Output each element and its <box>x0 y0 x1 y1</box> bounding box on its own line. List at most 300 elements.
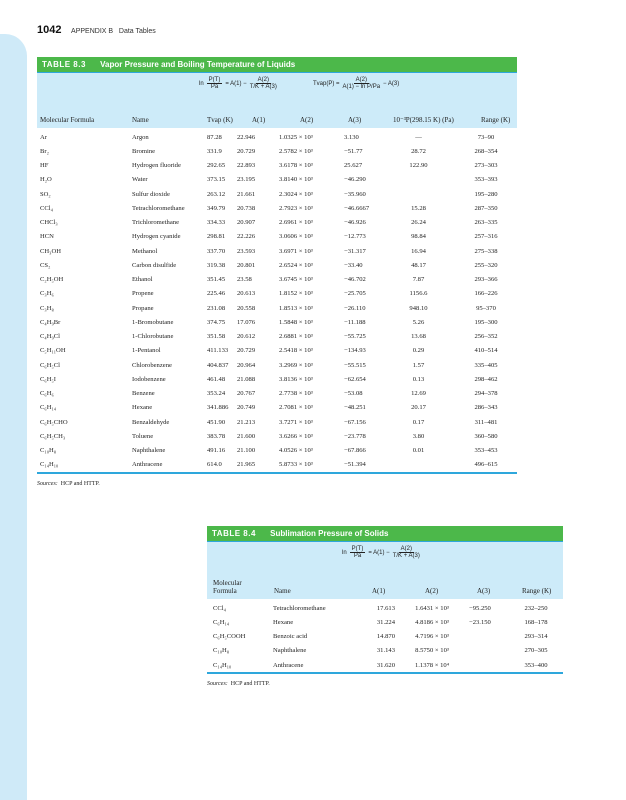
value-cell: −51.77 <box>344 147 363 155</box>
value-cell: 268–354 <box>474 147 498 155</box>
col-header: A(3) <box>477 587 491 595</box>
formula-cell: CCl₄ <box>40 204 53 212</box>
table-title: Vapor Pressure and Boiling Temperature of Liquids <box>100 60 296 69</box>
value-cell: −55.515 <box>344 361 366 369</box>
name-cell: Bromine <box>132 147 156 155</box>
sources-note <box>207 681 563 687</box>
value-cell: 87.28 <box>207 133 222 141</box>
value-cell: −12.773 <box>344 233 366 241</box>
eq-middle: = A(1) − <box>368 549 390 556</box>
name-cell: Propane <box>132 304 154 312</box>
col-header: Molecular Formula <box>40 116 95 124</box>
value-cell: 353.24 <box>207 390 226 398</box>
value-cell: 256–352 <box>474 333 498 341</box>
name-cell: Benzene <box>132 390 155 398</box>
value-cell: 451.90 <box>207 418 226 426</box>
value-cell: 3.80 <box>412 432 425 440</box>
value-cell: 257–316 <box>474 233 498 241</box>
value-cell: 12.69 <box>411 390 426 398</box>
col-header: Tvap (K) <box>207 116 233 124</box>
eq-denominator: Pa <box>210 84 219 90</box>
value-cell: 31.620 <box>376 661 395 669</box>
appendix-label: APPENDIX B <box>71 28 114 35</box>
sources-label: Sources: <box>207 680 228 687</box>
value-cell: 1.5848 × 10³ <box>279 318 313 326</box>
value-cell: 3.2969 × 10³ <box>279 361 313 369</box>
table-8-4 <box>207 526 563 687</box>
value-cell: 20.729 <box>237 347 256 355</box>
value-cell: 20.17 <box>411 404 426 412</box>
value-cell: 353–453 <box>474 447 498 455</box>
eq-denominator: T/K + A(3) <box>249 84 277 90</box>
value-cell: 334.33 <box>207 219 226 227</box>
sublimation-equation <box>342 546 420 559</box>
value-cell: 31.143 <box>376 647 395 655</box>
table-row <box>207 615 563 629</box>
value-cell: 255–320 <box>474 261 498 269</box>
value-cell: 195–280 <box>474 190 498 198</box>
formula-cell: C₃H₆ <box>40 290 54 298</box>
value-cell <box>382 187 455 201</box>
formula-cell: C₆H₁₄ <box>213 618 230 626</box>
value-cell: 21.088 <box>237 375 256 383</box>
name-cell: Hexane <box>132 404 153 412</box>
value-cell: 20.749 <box>237 404 256 412</box>
eq-numerator: A(2) <box>257 77 269 83</box>
table-row <box>207 601 563 615</box>
name-cell: Sulfur dioxide <box>132 190 170 198</box>
name-cell: 1-Bromobutane <box>132 318 174 326</box>
value-cell: 373.15 <box>207 176 226 184</box>
table-header <box>207 542 563 599</box>
name-cell: Hydrogen cyanide <box>132 233 181 241</box>
value-cell: −67.866 <box>344 447 366 455</box>
value-cell: −62.654 <box>344 375 366 383</box>
value-cell: 20.612 <box>237 333 256 341</box>
table-row <box>37 244 517 258</box>
value-cell: 14.870 <box>376 633 395 641</box>
formula-cell: C₄H₉Cl <box>40 333 60 341</box>
table-header <box>37 73 517 128</box>
name-cell: Benzaldehyde <box>132 418 170 426</box>
name-cell: Naphthalene <box>132 447 166 455</box>
value-cell: 1.8513 × 10³ <box>279 304 313 312</box>
formula-cell: C₂H₅OH <box>40 276 64 284</box>
value-cell: 98.84 <box>411 233 426 241</box>
table-row <box>37 273 517 287</box>
value-cell: 166–226 <box>474 290 498 298</box>
vapor-pressure-equation <box>199 77 277 90</box>
table-row <box>37 315 517 329</box>
value-cell: −23.778 <box>344 432 366 440</box>
value-cell: 3.0606 × 10³ <box>279 233 313 241</box>
col-header: A(2) <box>300 116 314 124</box>
table-number: TABLE 8.4 <box>212 529 256 538</box>
table-row <box>37 458 517 472</box>
value-cell: 293–314 <box>524 633 548 641</box>
sources-text: HCP and HTTP. <box>230 680 270 687</box>
value-cell: 23.58 <box>237 276 252 284</box>
value-cell: 16.94 <box>411 247 426 255</box>
value-cell: −11.188 <box>344 318 366 326</box>
sources-label: Sources: <box>37 480 58 487</box>
name-cell: Trichloromethane <box>132 219 180 227</box>
value-cell: 21.965 <box>237 461 256 469</box>
value-cell: −51.394 <box>344 461 366 469</box>
value-cell: 20.729 <box>237 147 256 155</box>
table-row <box>37 230 517 244</box>
value-cell: −35.960 <box>344 190 366 198</box>
value-cell: 404.837 <box>207 361 229 369</box>
value-cell: 341.886 <box>207 404 229 412</box>
running-head <box>37 24 156 36</box>
value-cell: 4.8186 × 10³ <box>415 618 449 626</box>
value-cell: 948.10 <box>409 304 428 312</box>
eq-numerator: A(2) <box>355 77 367 83</box>
value-cell: 1156.6 <box>409 290 428 298</box>
value-cell: 21.661 <box>237 190 256 198</box>
value-cell: −95.250 <box>469 604 491 612</box>
value-cell <box>469 630 509 644</box>
value-cell: −46.702 <box>344 276 366 284</box>
value-cell: 20.558 <box>237 304 256 312</box>
value-cell: −26.110 <box>344 304 366 312</box>
eq-numerator: A(2) <box>400 546 412 552</box>
value-cell: −53.08 <box>344 390 363 398</box>
table-row <box>37 372 517 386</box>
value-cell: 2.3024 × 10³ <box>279 190 313 198</box>
value-cell: 360–580 <box>474 432 498 440</box>
table-title-bar <box>207 526 563 542</box>
formula-cell: Br₂ <box>40 147 49 155</box>
value-cell: −46.926 <box>344 219 366 227</box>
value-cell: 337.70 <box>207 247 226 255</box>
eq-lhs: Tvap(P) = <box>313 80 340 87</box>
formula-cell: C₆H₅I <box>40 375 56 383</box>
formula-cell: CH₃OH <box>40 247 61 255</box>
formula-cell: SO₂ <box>40 190 51 198</box>
col-header: A(1) <box>372 587 386 595</box>
value-cell: 410–514 <box>474 347 498 355</box>
value-cell: 1.8152 × 10³ <box>279 290 313 298</box>
col-header: A(2) <box>425 587 439 595</box>
formula-cell: C₅H₁₁OH <box>40 347 66 355</box>
table-body <box>207 601 563 672</box>
value-cell: 20.964 <box>237 361 256 369</box>
table-row <box>37 344 517 358</box>
eq-denominator: Pa <box>353 553 362 559</box>
value-cell: 73–90 <box>477 133 495 141</box>
value-cell: 22.893 <box>237 162 256 170</box>
sources-text: HCP and HTTP. <box>60 480 100 487</box>
value-cell: 3.6971 × 10³ <box>279 247 313 255</box>
value-cell: 311–481 <box>474 418 498 426</box>
table-row <box>207 630 563 644</box>
value-cell: 0.17 <box>412 418 425 426</box>
name-cell: Toluene <box>132 432 154 440</box>
value-cell: 4.0526 × 10³ <box>279 447 313 455</box>
value-cell: 286–343 <box>474 404 498 412</box>
formula-cell: C₁₀H₈ <box>40 447 57 455</box>
col-header: A(3) <box>348 116 362 124</box>
value-cell: 31.224 <box>376 618 395 626</box>
col-header: A(1) <box>252 116 266 124</box>
table-row <box>37 330 517 344</box>
value-cell: 411.133 <box>207 347 229 355</box>
col-header: Molecular Formula <box>213 579 242 595</box>
value-cell: 263–335 <box>474 219 498 227</box>
table-title-bar <box>37 57 517 73</box>
value-cell: 21.213 <box>237 418 256 426</box>
table-row <box>37 187 517 201</box>
value-cell: 22.946 <box>237 133 256 141</box>
eq-denominator: A(1) − ln P/Pa <box>342 84 381 90</box>
eq-denominator: T/K + A(3) <box>392 553 420 559</box>
value-cell: 2.6881 × 10³ <box>279 333 313 341</box>
value-cell <box>382 458 455 472</box>
table-body <box>37 130 517 472</box>
formula-cell: C₁₄H₁₀ <box>40 461 59 469</box>
name-cell: Anthracene <box>273 661 304 669</box>
formula-cell: C₁₄H₁₀ <box>213 661 232 669</box>
value-cell: −33.40 <box>344 261 363 269</box>
value-cell: — <box>415 133 422 141</box>
value-cell: −46.6667 <box>344 204 370 212</box>
value-cell: 23.593 <box>237 247 256 255</box>
eq-tail: − A(3) <box>383 80 400 87</box>
value-cell: 319.38 <box>207 261 226 269</box>
value-cell: 461.48 <box>207 375 226 383</box>
value-cell: 5.26 <box>412 318 425 326</box>
side-color-band <box>0 34 27 800</box>
table-row <box>37 429 517 443</box>
value-cell: 231.08 <box>207 304 226 312</box>
table-row <box>37 173 517 187</box>
value-cell: 20.767 <box>237 390 256 398</box>
formula-cell: C₆H₅Cl <box>40 361 60 369</box>
table-number: TABLE 8.3 <box>42 60 86 69</box>
value-cell: 195–300 <box>474 318 498 326</box>
name-cell: Ethanol <box>132 276 153 284</box>
value-cell: 287–350 <box>474 204 498 212</box>
name-cell: Hydrogen fluoride <box>132 162 181 170</box>
value-cell: 351.58 <box>207 333 226 341</box>
col-header: Range (K) <box>481 116 511 124</box>
value-cell: 17.076 <box>237 318 256 326</box>
value-cell: 3.8136 × 10³ <box>279 375 313 383</box>
name-cell: 1-Chlorobutane <box>132 333 174 341</box>
name-cell: Methanol <box>132 247 158 255</box>
name-cell: Argon <box>132 133 149 141</box>
value-cell: 273–303 <box>474 162 498 170</box>
name-cell: Tetrachloromethane <box>273 604 326 612</box>
value-cell: 491.16 <box>207 447 226 455</box>
formula-cell: C₆H₅CH₃ <box>40 432 66 440</box>
value-cell: 48.17 <box>411 261 426 269</box>
name-cell: Water <box>132 176 148 184</box>
value-cell: 294–378 <box>474 390 498 398</box>
formula-cell: CS₂ <box>40 261 51 269</box>
value-cell: 2.6524 × 10³ <box>279 261 313 269</box>
value-cell: −55.725 <box>344 333 366 341</box>
value-cell: −31.317 <box>344 247 366 255</box>
value-cell: 2.7923 × 10³ <box>279 204 313 212</box>
col-header: Range (K) <box>522 587 552 595</box>
value-cell: 3.8140 × 10³ <box>279 176 313 184</box>
value-cell: 25.627 <box>344 162 363 170</box>
value-cell: 298–462 <box>474 375 498 383</box>
value-cell: −46.290 <box>344 176 366 184</box>
formula-cell: C₆H₅COOH <box>213 633 246 641</box>
table-row <box>37 287 517 301</box>
value-cell: 122.90 <box>409 162 428 170</box>
bottom-rule <box>37 472 517 474</box>
value-cell: 349.79 <box>207 204 226 212</box>
value-cell: 20.907 <box>237 219 256 227</box>
table-row <box>207 644 563 658</box>
table-row <box>37 301 517 315</box>
value-cell: 23.195 <box>237 176 256 184</box>
table-8-3 <box>37 57 517 487</box>
value-cell <box>469 644 509 658</box>
value-cell: 293–366 <box>474 276 498 284</box>
value-cell: 374.75 <box>207 318 226 326</box>
value-cell: 8.5750 × 10³ <box>415 647 449 655</box>
value-cell: 0.29 <box>412 347 425 355</box>
table-row <box>37 387 517 401</box>
name-cell: Tetrachloromethane <box>132 204 185 212</box>
table-row <box>37 144 517 158</box>
table-row <box>37 201 517 215</box>
value-cell: 95–370 <box>476 304 496 312</box>
value-cell: 20.738 <box>237 204 256 212</box>
table-title: Sublimation Pressure of Solids <box>270 529 389 538</box>
table-row <box>37 358 517 372</box>
formula-cell: Ar <box>40 133 47 141</box>
value-cell: 26.24 <box>411 219 426 227</box>
table-row <box>37 415 517 429</box>
value-cell: 17.613 <box>376 604 395 612</box>
bottom-rule <box>207 672 563 674</box>
value-cell: 20.801 <box>237 261 256 269</box>
value-cell: 351.45 <box>207 276 226 284</box>
value-cell: 3.130 <box>344 133 359 141</box>
value-cell: 168–178 <box>524 618 548 626</box>
value-cell: 232–250 <box>524 604 548 612</box>
col-header: Name <box>274 587 291 595</box>
value-cell: 225.46 <box>207 290 226 298</box>
value-cell: 3.6178 × 10³ <box>279 162 313 170</box>
value-cell: 1.6431 × 10³ <box>415 604 449 612</box>
table-row <box>37 401 517 415</box>
name-cell: Chlorobenzene <box>132 361 172 369</box>
formula-cell: C₁₀H₈ <box>213 647 230 655</box>
table-row <box>37 159 517 173</box>
eq-numerator: P(T) <box>208 77 221 83</box>
sources-note <box>37 481 517 487</box>
formula-cell: CHCl₃ <box>40 219 58 227</box>
value-cell <box>382 173 455 187</box>
table-row <box>37 258 517 272</box>
value-cell: 22.226 <box>237 233 256 241</box>
value-cell: 5.8733 × 10³ <box>279 461 313 469</box>
value-cell: 2.5418 × 10³ <box>279 347 313 355</box>
value-cell: 0.01 <box>412 447 425 455</box>
value-cell: −48.251 <box>344 404 366 412</box>
value-cell: −23.150 <box>469 618 491 626</box>
formula-cell: HCN <box>40 233 54 241</box>
value-cell: 335–405 <box>474 361 498 369</box>
formula-cell: C₄H₉Br <box>40 318 61 326</box>
name-cell: Naphthalene <box>273 647 307 655</box>
value-cell: −25.705 <box>344 290 366 298</box>
page-number: 1042 <box>37 24 62 36</box>
value-cell: 353–400 <box>524 661 548 669</box>
formula-cell: C₆H₁₄ <box>40 404 57 412</box>
name-cell: Hexane <box>273 618 294 626</box>
formula-cell: H₂O <box>40 176 52 184</box>
name-cell: Propene <box>132 290 154 298</box>
value-cell: 496–615 <box>474 461 498 469</box>
table-row <box>207 658 563 672</box>
formula-cell: HF <box>40 162 49 170</box>
section-title: Data Tables <box>118 28 156 35</box>
eq-middle: = A(1) − <box>225 80 247 87</box>
value-cell: 614.0 <box>207 461 222 469</box>
col-header: 10⁻³P(298.15 K) (Pa) <box>393 116 454 124</box>
name-cell: Iodobenzene <box>132 375 166 383</box>
value-cell: 3.6745 × 10³ <box>279 276 313 284</box>
eq-ln: ln <box>199 80 204 87</box>
value-cell: 2.5782 × 10³ <box>279 147 313 155</box>
value-cell: 7.87 <box>412 276 425 284</box>
formula-cell: CCl₄ <box>213 604 226 612</box>
value-cell: 3.7271 × 10³ <box>279 418 313 426</box>
value-cell: 263.12 <box>207 190 226 198</box>
name-cell: Benzoic acid <box>273 633 308 641</box>
value-cell: 353–393 <box>474 176 498 184</box>
value-cell <box>469 658 509 672</box>
col-header: Name <box>132 116 149 124</box>
table-row <box>37 130 517 144</box>
value-cell: 2.6961 × 10³ <box>279 219 313 227</box>
value-cell: 21.100 <box>237 447 256 455</box>
value-cell: 1.0325 × 10³ <box>279 133 313 141</box>
eq-numerator: P(T) <box>351 546 364 552</box>
value-cell: −67.156 <box>344 418 366 426</box>
formula-cell: C₃H₈ <box>40 304 54 312</box>
table-row <box>37 216 517 230</box>
name-cell: Anthracene <box>132 461 163 469</box>
formula-cell: C₆H₅CHO <box>40 418 68 426</box>
value-cell: 15.28 <box>411 204 426 212</box>
value-cell: 2.7738 × 10³ <box>279 390 313 398</box>
value-cell: 4.7196 × 10³ <box>415 633 449 641</box>
value-cell: 275–338 <box>474 247 498 255</box>
value-cell: −134.93 <box>344 347 366 355</box>
value-cell: 270–305 <box>524 647 548 655</box>
name-cell: 1-Pentanol <box>132 347 161 355</box>
name-cell: Carbon disulfide <box>132 261 177 269</box>
value-cell: 3.6266 × 10³ <box>279 432 313 440</box>
value-cell: 298.81 <box>207 233 226 241</box>
value-cell: 13.68 <box>411 333 426 341</box>
formula-cell: C₆H₆ <box>40 390 54 398</box>
boiling-temperature-equation <box>313 77 399 90</box>
table-row <box>37 444 517 458</box>
value-cell: 331.9 <box>207 147 222 155</box>
value-cell: 2.7081 × 10³ <box>279 404 313 412</box>
